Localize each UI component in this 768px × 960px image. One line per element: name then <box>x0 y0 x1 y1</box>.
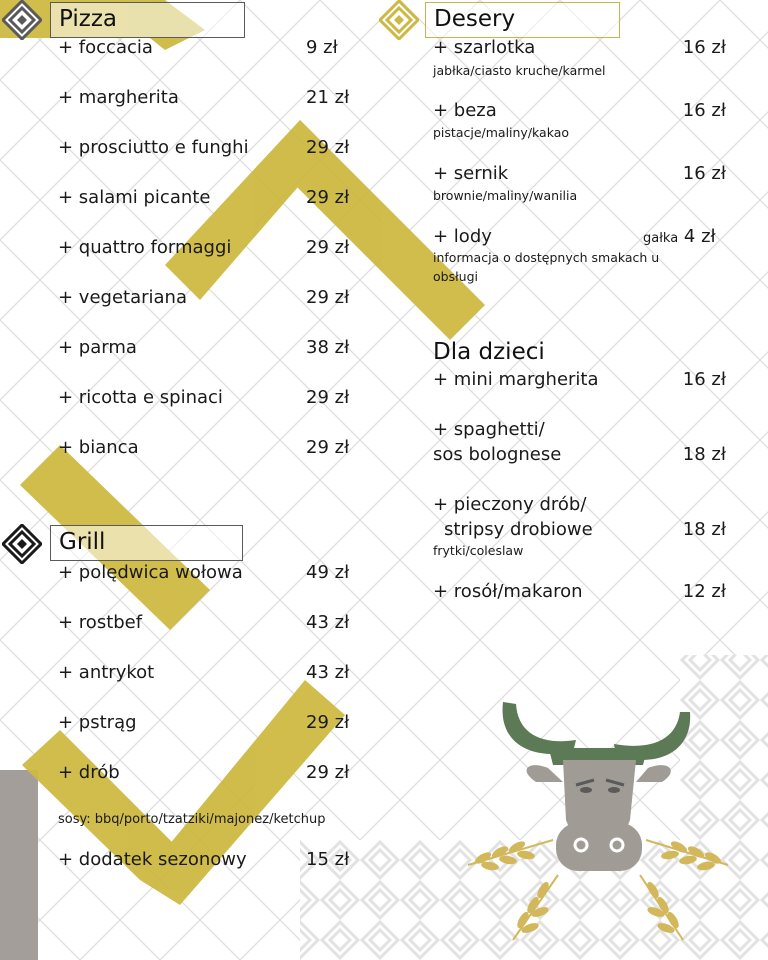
menu-item-name: + salami picante <box>58 187 211 208</box>
menu-item-desc: jabłka/ciasto kruche/karmel <box>433 63 606 78</box>
wheat-icon <box>640 839 728 940</box>
menu-item-name: + szarlotka <box>433 37 536 58</box>
menu-item-price: 29 zł <box>306 762 350 783</box>
menu-item-name: + drób <box>58 762 120 783</box>
menu-item-price: 16 zł <box>682 369 726 390</box>
section-title-desery: Desery <box>425 2 620 38</box>
menu-item-price: 9 zł <box>306 37 338 58</box>
wheat-icon <box>468 839 558 940</box>
menu-item-price: 49 zł <box>306 562 350 583</box>
menu-item-price: 29 zł <box>306 187 350 208</box>
menu-item-name: + margherita <box>58 87 179 108</box>
menu-item-name-line2: stripsy drobiowe <box>444 519 593 540</box>
bull-logo-icon <box>458 690 738 960</box>
menu-item-price: 16 zł <box>682 37 726 58</box>
menu-item-desc: informacja o dostępnych smakach u obsługi <box>433 250 660 284</box>
price-prefix: gałka <box>643 231 679 246</box>
menu-item-name: + mini margherita <box>433 369 599 390</box>
menu-item-price: 43 zł <box>306 612 350 633</box>
menu-item-name: + pstrąg <box>58 712 137 733</box>
menu-item-desc: brownie/maliny/wanilia <box>433 188 578 203</box>
section-title-pizza: Pizza <box>50 2 245 38</box>
menu-item-name: + beza <box>433 100 497 121</box>
menu-item-price: 12 zł <box>682 581 726 602</box>
menu-item-price: 29 zł <box>306 712 350 733</box>
menu-item-desc: frytki/coleslaw <box>433 543 524 558</box>
menu-item-name: + antrykot <box>58 662 155 683</box>
diamond-pattern-icon <box>379 0 419 40</box>
menu-item-name: + sernik <box>433 163 509 184</box>
menu-item-name: + rosół/makaron <box>433 581 583 602</box>
menu-item-price: 43 zł <box>306 662 350 683</box>
menu-item-name: + pieczony drób/ <box>433 494 587 515</box>
price-value: 4 zł <box>683 226 716 247</box>
menu-item-name: + polędwica wołowa <box>58 562 243 583</box>
menu-item-price: 38 zł <box>306 337 350 358</box>
section-title-dla-dzieci: Dla dzieci <box>433 339 545 365</box>
menu-item-name: + ricotta e spinaci <box>58 387 223 408</box>
menu-item-name: + bianca <box>58 437 139 458</box>
menu-item-price: 29 zł <box>306 137 350 158</box>
diamond-pattern-icon <box>2 0 42 40</box>
menu-item-price: 29 zł <box>306 287 350 308</box>
diamond-pattern-icon <box>2 524 42 564</box>
menu-item-price: 29 zł <box>306 387 350 408</box>
menu-item-price: 15 zł <box>306 849 350 870</box>
menu-item-price: 18 zł <box>682 519 726 540</box>
menu-item-name: + prosciutto e funghi <box>58 137 249 158</box>
menu-item-name: + foccacia <box>58 37 153 58</box>
menu-item-name: + parma <box>58 337 137 358</box>
menu-item-name: + dodatek sezonowy <box>58 849 247 870</box>
section-title-grill: Grill <box>50 525 243 561</box>
menu-item-name: + quattro formaggi <box>58 237 232 258</box>
grill-sauces: sosy: bbq/porto/tzatziki/majonez/ketchup <box>58 812 326 827</box>
menu-item-name: + vegetariana <box>58 287 187 308</box>
menu-item-price: 21 zł <box>306 87 350 108</box>
menu-item-price: 16 zł <box>682 100 726 121</box>
menu-item-price: 29 zł <box>306 237 350 258</box>
menu-item-price <box>643 226 716 250</box>
menu-item-name-line2: sos bolognese <box>433 444 562 465</box>
menu-item-name: + lody <box>433 226 492 247</box>
menu-item-desc: pistacje/maliny/kakao <box>433 125 570 140</box>
menu-item-price: 18 zł <box>682 444 726 465</box>
menu-item-price: 29 zł <box>306 437 350 458</box>
menu-item-name: + spaghetti/ <box>433 419 545 440</box>
menu-item-price: 16 zł <box>682 163 726 184</box>
menu-item-name: + rostbef <box>58 612 143 633</box>
